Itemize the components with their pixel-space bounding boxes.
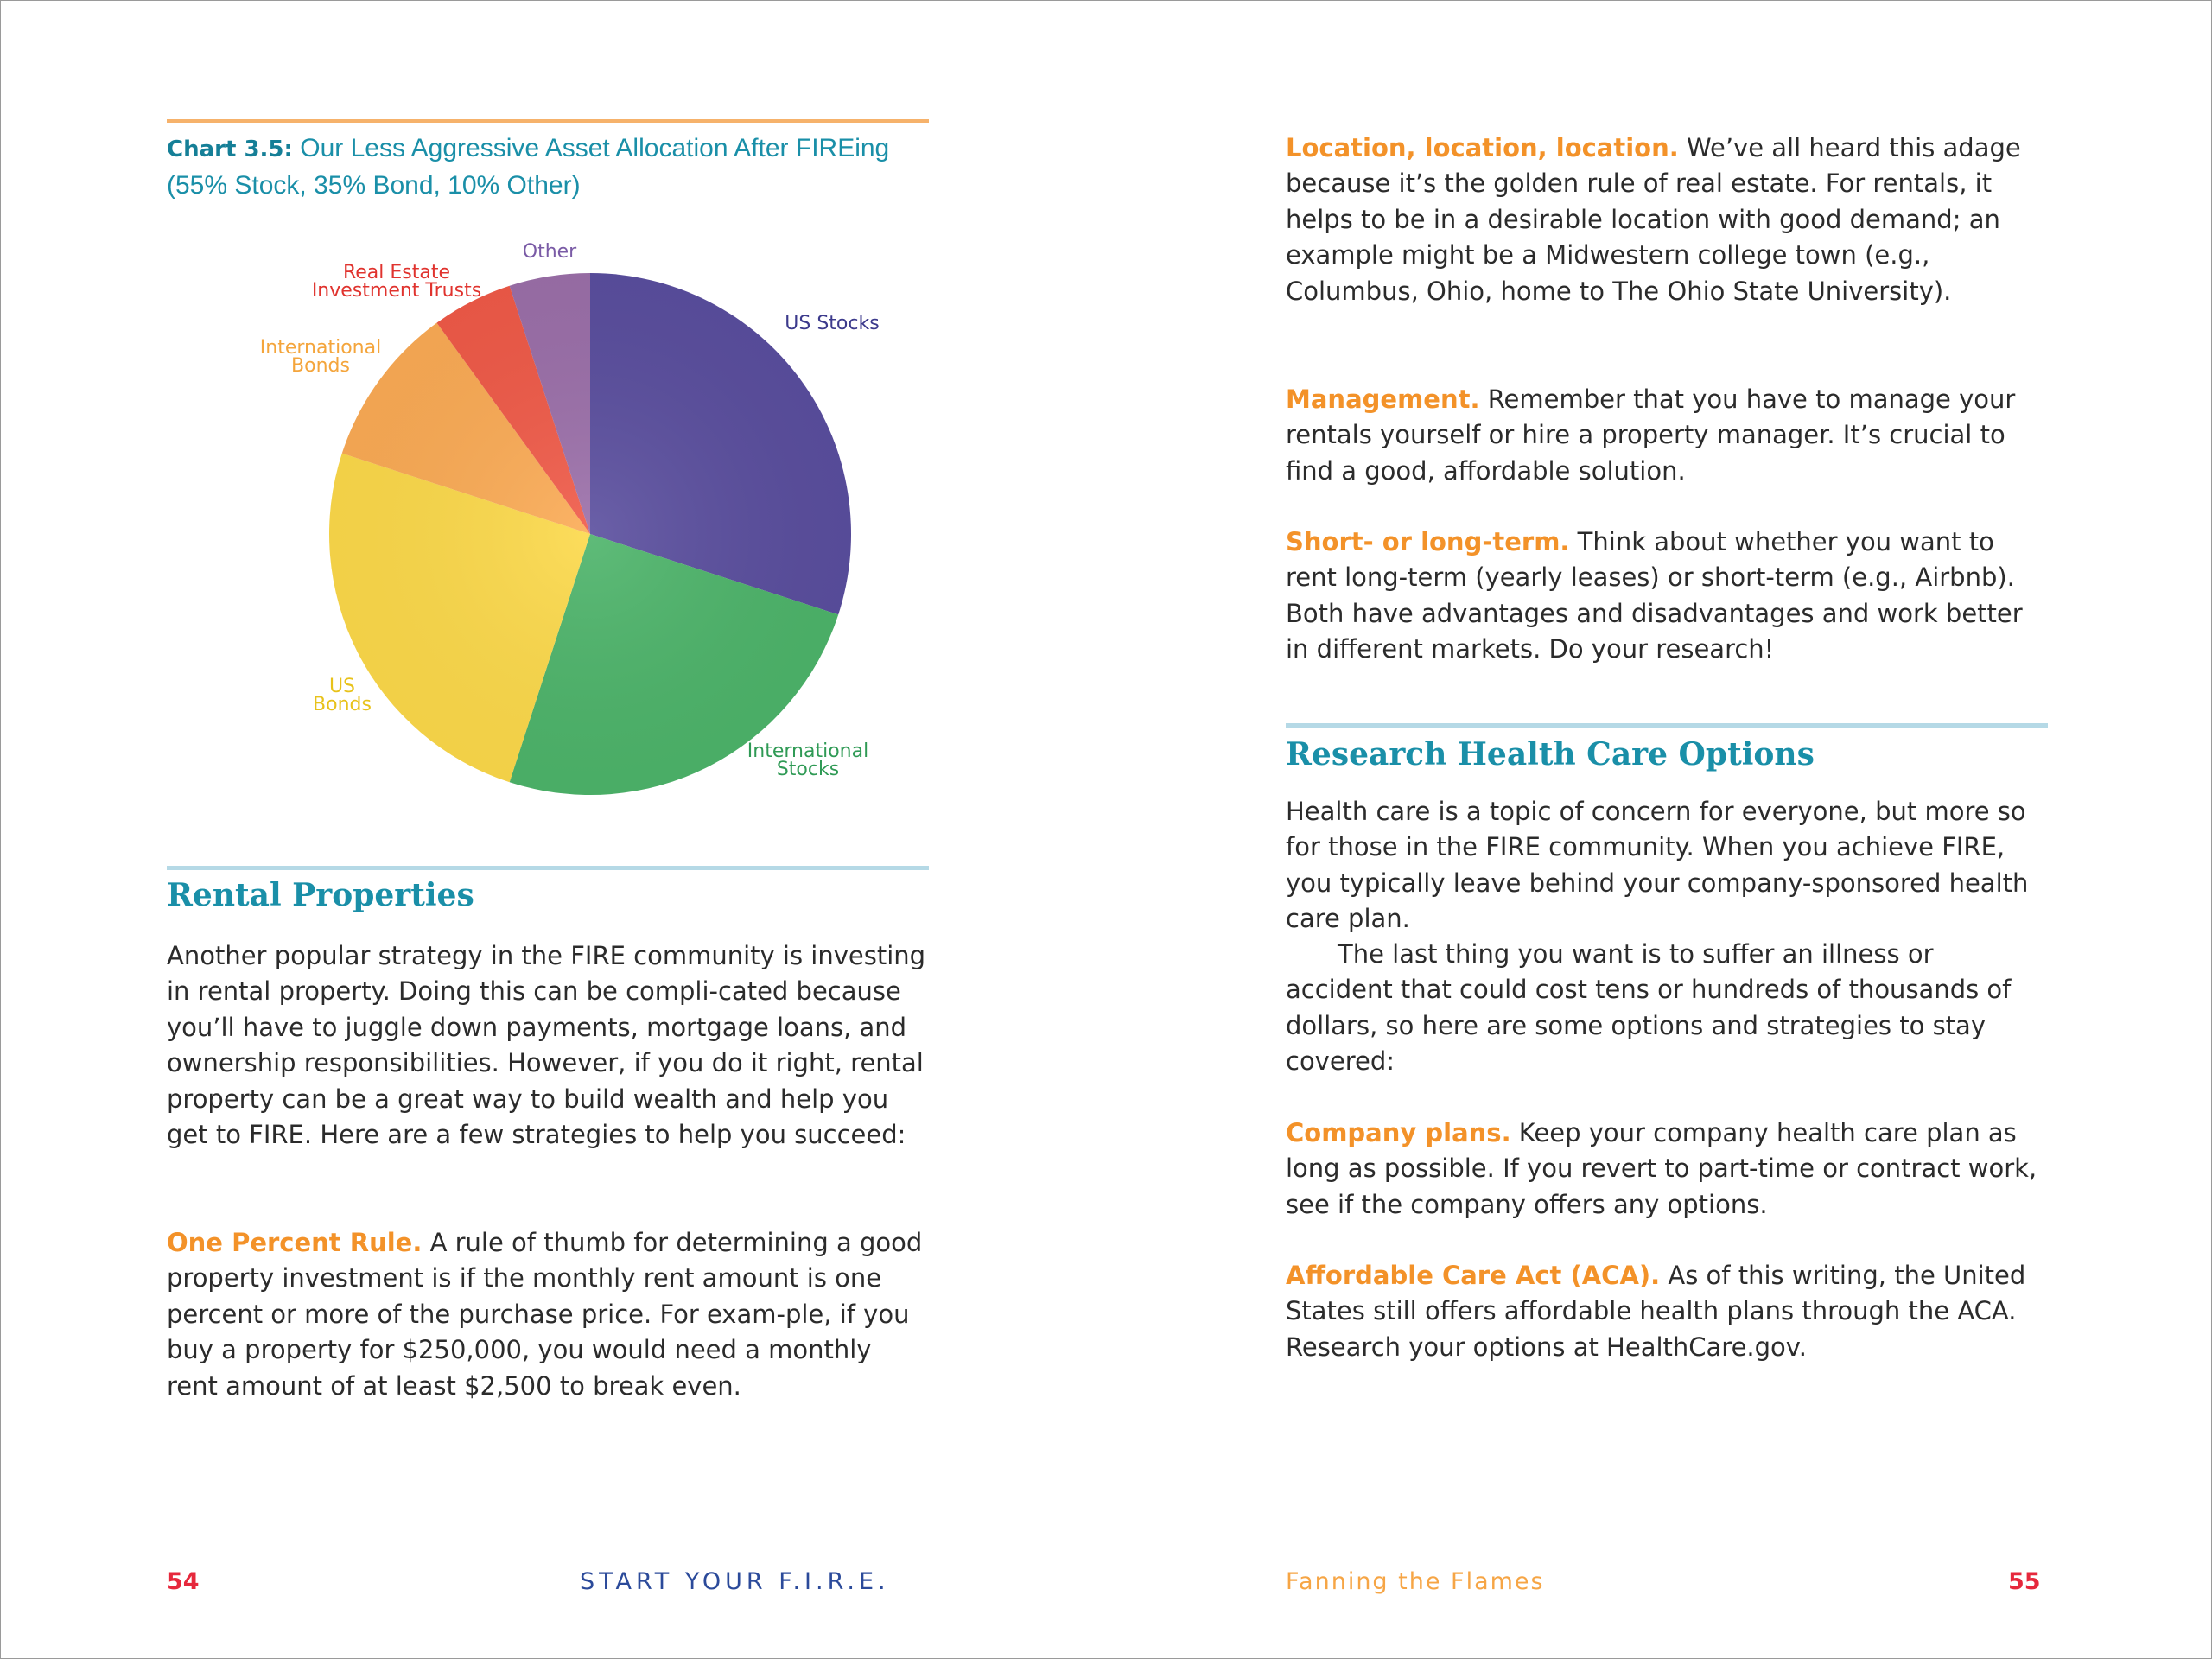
management-text: Remember that you have to manage your rentals yourself or hire a property manager. It’s crucial to find a good, affordable solution. — [1286, 385, 2016, 486]
aca-lead: Affordable Care Act (ACA). — [1286, 1261, 1661, 1290]
aca-paragraph — [1286, 1258, 2048, 1365]
pie-shading — [329, 273, 851, 795]
one-percent-rule-lead: One Percent Rule. — [167, 1228, 423, 1257]
short-long-term-paragraph — [1286, 524, 2048, 668]
one-percent-rule-text: A rule of thumb for determining a good property investment is if the monthly rent amount is one percent or more of the purchase price. For exam-ple, if you buy a property for $250,000, you would need a monthly rent amount of at least $2,500 to break even. — [167, 1228, 923, 1401]
short-long-term-lead: Short- or long-term. — [1286, 527, 1570, 556]
health-paragraph-1: Health care is a topic of concern for everyone, but more so for those in the FIRE community. When you achieve FIRE, you typically leave behind your company-sponsored health care plan. — [1286, 797, 2029, 934]
pie-label-real-estate-investment-trusts: Real Estate Investment Trusts — [311, 262, 482, 302]
pie-label-international-stocks: International Stocks — [747, 741, 869, 780]
health-paragraph-2-text: The last thing you want is to suffer an illness or accident that could cost tens or hundreds of thousands of dollars, so here are some options and strategies to stay covered: — [1286, 939, 2012, 1077]
location-text: We’ve all heard this adage because it’s the golden rule of real estate. For rentals, it helps to be in a desirable location with good demand; an example might be a Midwestern college town (e.g., Columbus, Ohio, home to The Ohio State University). — [1286, 133, 2021, 306]
left-page — [167, 1, 929, 1658]
aca-text: As of this writing, the United States still offers affordable health plans through the ACA. Research your options at HealthCare.gov. — [1286, 1261, 2026, 1362]
chart-top-rule — [167, 119, 929, 123]
running-head-left: START YOUR F.I.R.E. — [580, 1568, 890, 1595]
pie-chart-svg — [167, 226, 929, 813]
location-paragraph — [1286, 130, 2048, 309]
health-paragraph-2 — [1286, 937, 2048, 1080]
chart-caption-text: Our Less Aggressive Asset Allocation After FIREing (55% Stock, 35% Bond, 10% Other) — [167, 134, 890, 200]
pie-label-us-stocks: US Stocks — [785, 313, 880, 334]
page-number-left: 54 — [167, 1568, 200, 1595]
company-plans-paragraph — [1286, 1116, 2048, 1223]
rental-intro-paragraph: Another popular strategy in the FIRE community is investing in rental property. Doing this can be compli-cated because you’ll have to juggle down payments, mortgage loans, and ownership responsibilities. However, if you do it right, rental property can be a great way to build wealth and help you get to FIRE. Here are a few strategies to help you succeed: — [167, 941, 926, 1150]
chart-caption-label: Chart 3.5: — [167, 137, 293, 162]
company-plans-text: Keep your company health care plan as long as possible. If you revert to part-time or contract work, see if the company offers any options. — [1286, 1118, 2037, 1219]
pie-label-other: Other — [522, 241, 577, 263]
management-lead: Management. — [1286, 385, 1480, 414]
location-lead: Location, location, location. — [1286, 133, 1679, 162]
short-long-term-text: Think about whether you want to rent long-term (yearly leases) or short-term (e.g., Airbnb). Both have advantages and disadvantages and work better in different markets. Do your research! — [1286, 527, 2023, 664]
page-number-right: 55 — [2008, 1568, 2041, 1595]
one-percent-rule-paragraph — [167, 1225, 929, 1404]
company-plans-lead: Company plans. — [1286, 1118, 1511, 1147]
pie-label-us-bonds: US Bonds — [313, 676, 372, 715]
right-page — [1286, 1, 2048, 1658]
pie-label-international-bonds: International Bonds — [259, 337, 382, 377]
management-paragraph — [1286, 382, 2048, 489]
rental-section-rule — [167, 866, 929, 870]
rental-properties-heading: Rental Properties — [167, 877, 474, 913]
health-section-rule — [1286, 723, 2048, 728]
running-head-right: Fanning the Flames — [1286, 1568, 1545, 1595]
health-care-heading: Research Health Care Options — [1286, 736, 1815, 772]
chart-caption — [167, 130, 929, 204]
pie-chart — [167, 226, 929, 813]
